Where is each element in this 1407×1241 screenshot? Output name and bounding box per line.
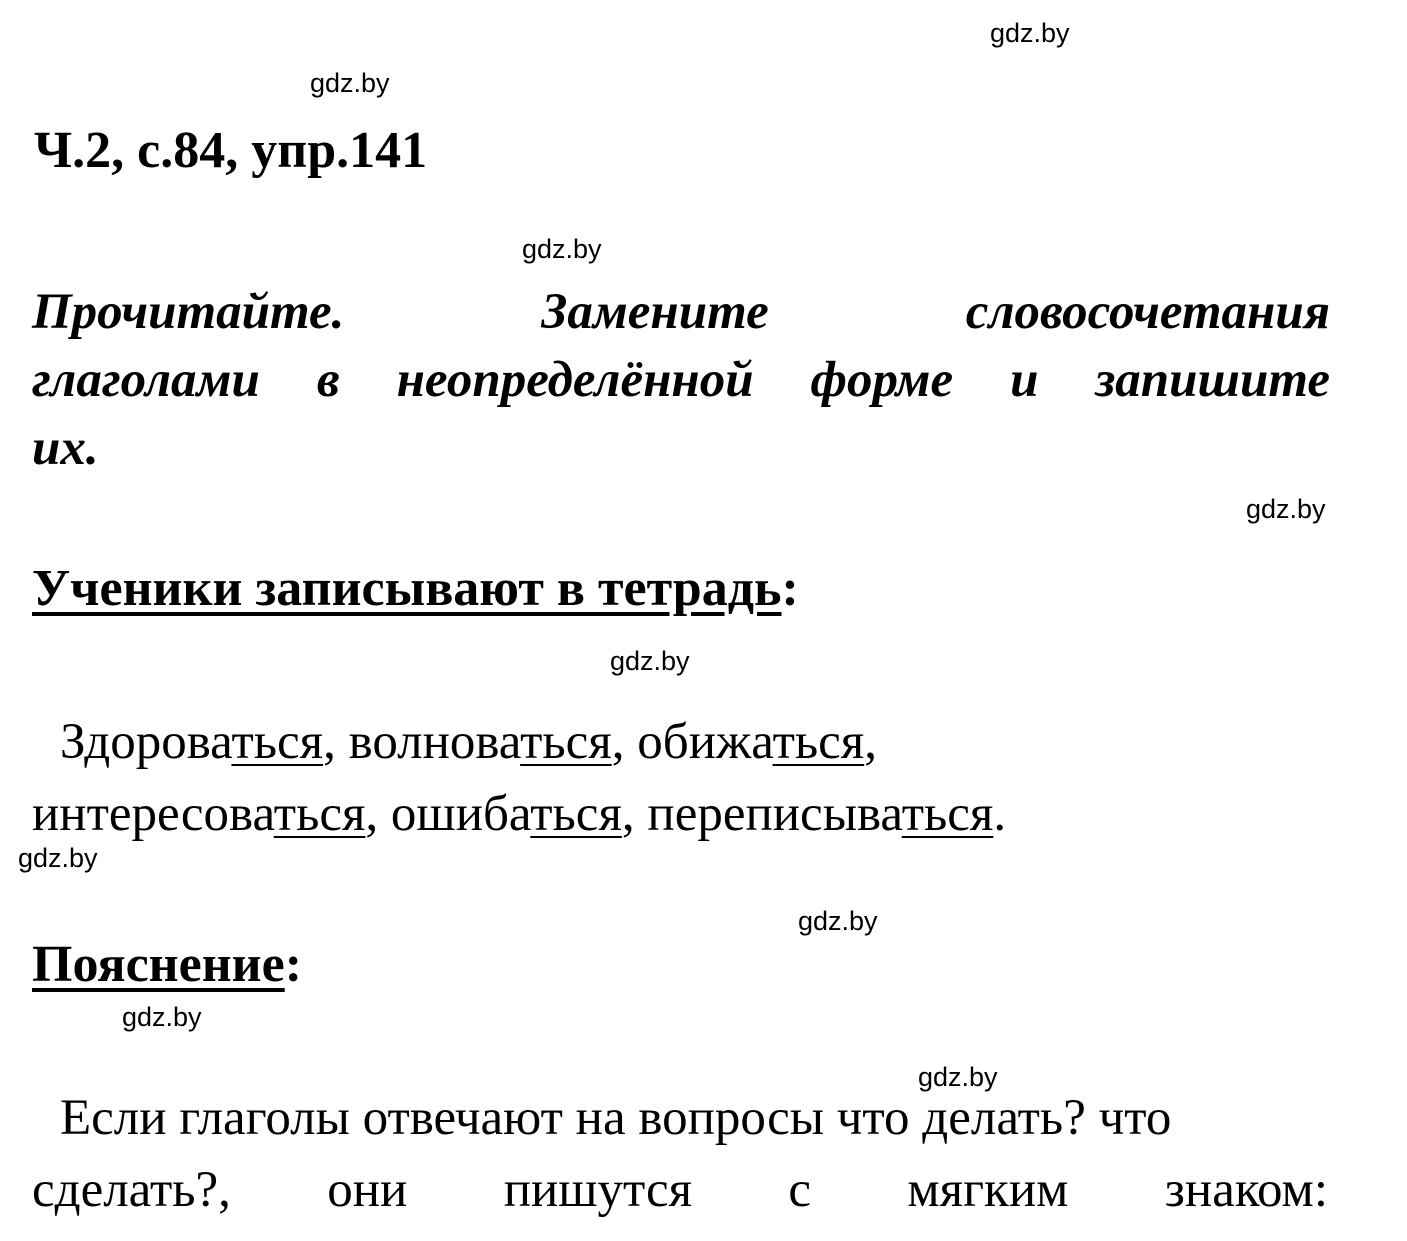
students-heading	[32, 560, 799, 617]
task-word: в	[316, 352, 340, 408]
word-stem: переписыва	[647, 786, 902, 842]
task-instructions	[32, 278, 1330, 482]
answer-block	[32, 706, 1352, 850]
word-suffix: ться	[530, 786, 622, 842]
explanation-word: мягким	[907, 1162, 1069, 1218]
watermark: gdz.by	[610, 646, 690, 676]
task-word: и	[1010, 352, 1039, 408]
watermark: gdz.by	[918, 1062, 998, 1092]
punctuation: ,	[365, 786, 391, 842]
explanation-word: сделать?,	[32, 1162, 231, 1218]
explanation-text	[32, 1082, 1328, 1226]
word-suffix: ться	[772, 714, 865, 770]
task-word: Прочитайте.	[32, 284, 345, 340]
answer-line	[32, 778, 1352, 850]
word-stem: обижа	[637, 714, 773, 770]
explanation-line: Если глаголы отвечают на вопросы что делать? что	[60, 1090, 1172, 1146]
word-suffix: ться	[901, 786, 994, 842]
task-word: глаголами	[32, 352, 260, 408]
punctuation: ,	[621, 786, 648, 842]
word-suffix: ться	[520, 714, 612, 770]
word-stem: волнова	[348, 714, 521, 770]
watermark: gdz.by	[522, 234, 602, 264]
explanation-line	[32, 1154, 1328, 1226]
watermark: gdz.by	[310, 68, 390, 98]
exercise-title: Ч.2, с.84, упр.141	[34, 122, 428, 179]
task-word: словосочетания	[965, 284, 1331, 340]
word-stem: ошиба	[390, 786, 531, 842]
punctuation: ,	[611, 714, 638, 770]
explanation-word: они	[327, 1162, 408, 1218]
task-word: форме	[810, 352, 954, 408]
task-line: их.	[32, 420, 99, 476]
watermark: gdz.by	[18, 843, 98, 873]
task-line	[32, 278, 1330, 346]
task-word: неопределённой	[396, 352, 754, 408]
word-suffix: ться	[273, 786, 366, 842]
explanation-word: с	[788, 1162, 812, 1218]
explanation-word: знаком:	[1164, 1162, 1328, 1218]
watermark: gdz.by	[122, 1002, 202, 1032]
word-stem: интересова	[32, 786, 274, 842]
heading-colon: :	[781, 560, 799, 617]
heading-colon: :	[284, 936, 303, 993]
explanation-heading-text: Пояснение	[32, 936, 285, 993]
task-line	[32, 346, 1330, 414]
word-suffix: ться	[231, 714, 324, 770]
task-word: запишите	[1095, 352, 1331, 408]
task-word: Замените	[541, 284, 769, 340]
students-heading-text: Ученики записывают в тетрадь	[32, 560, 782, 617]
explanation-heading	[32, 936, 302, 993]
watermark: gdz.by	[798, 906, 878, 936]
punctuation: .	[993, 786, 1007, 842]
punctuation: ,	[864, 714, 877, 770]
explanation-word: пишутся	[503, 1162, 693, 1218]
watermark: gdz.by	[1246, 494, 1326, 524]
watermark: gdz.by	[990, 18, 1070, 48]
punctuation: ,	[323, 714, 349, 770]
word-stem: Здорова	[60, 714, 232, 770]
answer-line	[32, 706, 1352, 778]
